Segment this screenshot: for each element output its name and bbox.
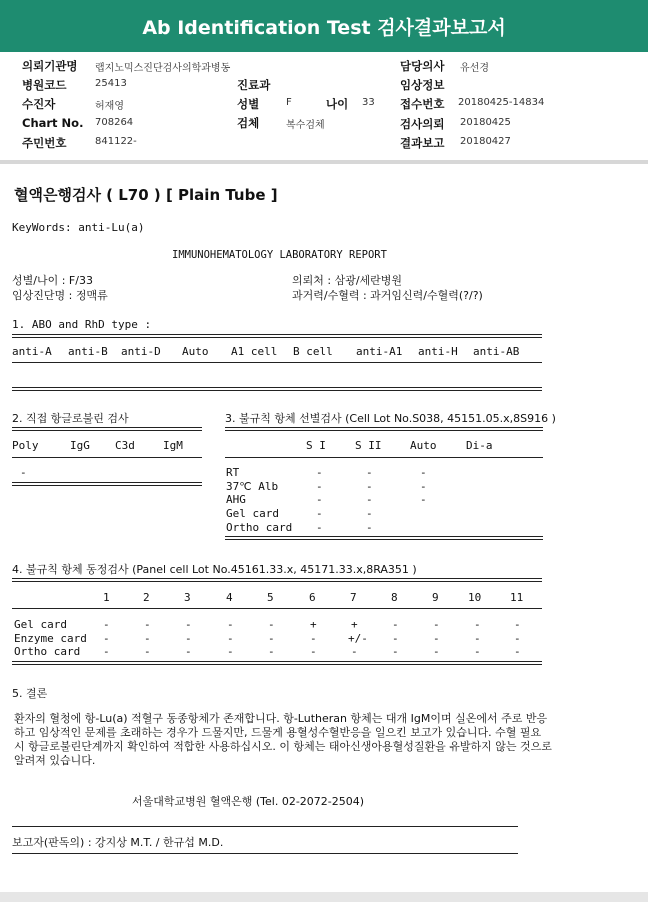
abo-col: anti-B [68,345,108,358]
resident-no-label: 주민번호 [22,136,67,150]
panel-cell: - [227,632,234,645]
panel-cell: - [227,618,234,631]
panel-row-label: Ortho card [14,645,81,658]
abo-title: 1. ABO and RhD type : [12,318,152,331]
panel-col: 6 [309,591,316,604]
panel-cell: - [310,632,317,645]
panel-cell: - [514,632,521,645]
age-label: 나이 [326,97,349,111]
screen-cell: - [316,480,323,493]
panel-cell: - [103,618,110,631]
recipient-label: 수진자 [22,97,56,111]
requester-site: 의뢰처 : 삼광/세란병원 [292,274,403,287]
request-date-label: 검사의뢰 [400,117,445,131]
reporter-rule-top [12,826,518,827]
section-title: 혈액은행검사 ( L70 ) [ Plain Tube ] [14,186,278,204]
blood-bank-contact: 서울대학교병원 혈액은행 (Tel. 02-2072-2504) [132,795,365,808]
lab-report-title: IMMUNOHEMATOLOGY LABORATORY REPORT [172,249,387,261]
screen-row-label: Ortho card [226,521,293,534]
panel-cell: - [144,618,151,631]
panel-cell: - [474,645,481,658]
abo-col: anti-D [121,345,161,358]
panel-cell: - [103,632,110,645]
hospital-code-label: 병원코드 [22,78,67,92]
panel-col: 9 [432,591,439,604]
panel-rule-mid [12,608,542,609]
panel-rule-top [12,578,542,582]
screen-row-label: Gel card [226,507,279,520]
panel-cell: - [433,618,440,631]
panel-cell: - [474,632,481,645]
panel-cell: - [433,632,440,645]
hospital-code-value: 25413 [95,78,127,89]
panel-row-label: Gel card [14,618,67,631]
page-bottom-edge [0,892,648,902]
sex-age: 성별/나이 : F/33 [12,274,93,287]
abo-col: A1 cell [231,345,278,358]
panel-col: 2 [143,591,150,604]
screen-cell: - [366,466,373,479]
dat-rule-mid [12,457,202,458]
abo-col: Auto [182,345,209,358]
screen-col: Auto [410,439,437,452]
panel-col: 11 [510,591,524,604]
panel-cell: - [185,618,192,631]
report-date-value: 20180427 [460,136,511,147]
dat-col: C3d [115,439,135,452]
panel-cell: - [268,645,275,658]
screen-col: S II [355,439,382,452]
receipt-no-label: 접수번호 [400,97,445,111]
sex-value: F [286,97,292,108]
panel-cell: - [514,618,521,631]
screen-col: Di-a [466,439,493,452]
dat-result: - [20,466,27,479]
doctor-value: 유선경 [460,63,489,74]
requester-label: 의뢰기관명 [22,59,78,73]
panel-cell: - [433,645,440,658]
abo-col: anti-A [12,345,52,358]
panel-col: 1 [103,591,110,604]
requester-value: 랩지노믹스진단검사의학과병동 [95,63,231,74]
screen-cell: - [420,480,427,493]
panel-cell: - [185,645,192,658]
conclusion-text: 환자의 혈청에 항-Lu(a) 적혈구 동종항체가 존재합니다. 항-Lutheran 항체는 대개 IgM이며 실온에서 주로 반응하고 임상적인 문제를 초래하는 경우가 드물지만, 드물게 용혈성수혈반응을 일으킨 보고가 있습니다. 수혈 필요 시 항글로불린단계까지 확인하여 적합한 사용하십시오. 이 항체는 태아신생아용혈성질환을 유발하지 않는 것으로 알려져 있습니다. [14,712,552,767]
clinical-diagnosis: 임상진단명 : 정맥류 [12,289,108,302]
report-date-label: 결과보고 [400,136,445,150]
abo-rule-top [12,334,542,338]
reporter-rule-bottom [12,853,518,854]
screen-rule-top [225,427,543,431]
panel-cell: - [268,632,275,645]
keywords: KeyWords: anti-Lu(a) [12,221,145,234]
panel-cell: - [392,618,399,631]
screen-row-label: 37℃ Alb [226,480,279,493]
panel-cell: - [514,645,521,658]
department-label: 진료과 [237,78,271,92]
panel-col: 10 [468,591,482,604]
panel-cell: - [268,618,275,631]
panel-cell: - [227,645,234,658]
screen-row-label: RT [226,466,240,479]
screen-cell: - [366,493,373,506]
panel-cell: - [392,645,399,658]
report-title-banner: Ab Identification Test 검사결과보고서 [0,0,648,52]
header-divider [0,160,648,164]
panel-cell: - [474,618,481,631]
specimen-label: 검체 [237,116,260,130]
patient-info-header [0,52,648,158]
panel-col: 4 [226,591,233,604]
screen-title: 3. 불규칙 항체 선별검사 (Cell Lot No.S038, 45151.05.x,8S916 ) [225,412,556,425]
screen-row-label: AHG [226,493,246,506]
panel-cell: +/- [348,632,368,645]
sex-label: 성별 [237,97,260,111]
conclusion-title: 5. 결론 [12,687,48,700]
chart-no-value: 708264 [95,117,134,128]
panel-col: 5 [267,591,274,604]
abo-col: anti-A1 [356,345,403,358]
receipt-no-value: 20180425-14834 [458,97,545,108]
panel-cell: - [392,632,399,645]
abo-rule-mid [12,362,542,363]
dat-rule-bottom [12,482,202,486]
panel-cell: - [103,645,110,658]
screen-cell: - [366,507,373,520]
age-value: 33 [362,97,375,108]
abo-col: B cell [293,345,333,358]
screen-cell: - [316,521,323,534]
screen-cell: - [420,466,427,479]
panel-col: 8 [391,591,398,604]
dat-title: 2. 직접 항글로불린 검사 [12,412,129,425]
transfusion-history: 과거력/수혈력 : 과거임신력/수혈력(?/?) [292,289,483,302]
chart-no-label: Chart No. [22,116,84,130]
panel-cell: - [144,632,151,645]
dat-col: IgG [70,439,90,452]
abo-rule-bottom [12,387,542,391]
panel-cell: - [185,632,192,645]
doctor-label: 담당의사 [400,59,445,73]
recipient-value: 허재영 [95,101,124,112]
abo-col: anti-H [418,345,458,358]
screen-cell: - [316,466,323,479]
screen-rule-mid [225,457,543,458]
abo-col: anti-AB [473,345,520,358]
dat-rule-top [12,427,202,431]
screen-cell: - [316,493,323,506]
panel-cell: - [144,645,151,658]
panel-cell: - [310,645,317,658]
panel-rule-bottom [12,661,542,665]
panel-col: 7 [350,591,357,604]
resident-no-value: 841122- [95,136,137,147]
dat-col: IgM [163,439,183,452]
screen-cell: - [366,480,373,493]
screen-col: S I [306,439,326,452]
panel-cell: + [351,618,358,631]
panel-col: 3 [184,591,191,604]
screen-cell: - [366,521,373,534]
panel-cell: - [351,645,358,658]
dat-col: Poly [12,439,39,452]
panel-cell: + [310,618,317,631]
screen-cell: - [420,493,427,506]
panel-row-label: Enzyme card [14,632,87,645]
screen-rule-bottom [225,536,543,540]
specimen-value: 복수검체 [286,120,325,131]
panel-title: 4. 불규칙 항체 동정검사 (Panel cell Lot No.45161.33.x, 45171.33.x,8RA351 ) [12,563,417,576]
clinical-info-label: 임상정보 [400,78,445,92]
reporter: 보고자(판독의) : 강지상 M.T. / 한규섭 M.D. [12,836,224,849]
screen-cell: - [316,507,323,520]
request-date-value: 20180425 [460,117,511,128]
